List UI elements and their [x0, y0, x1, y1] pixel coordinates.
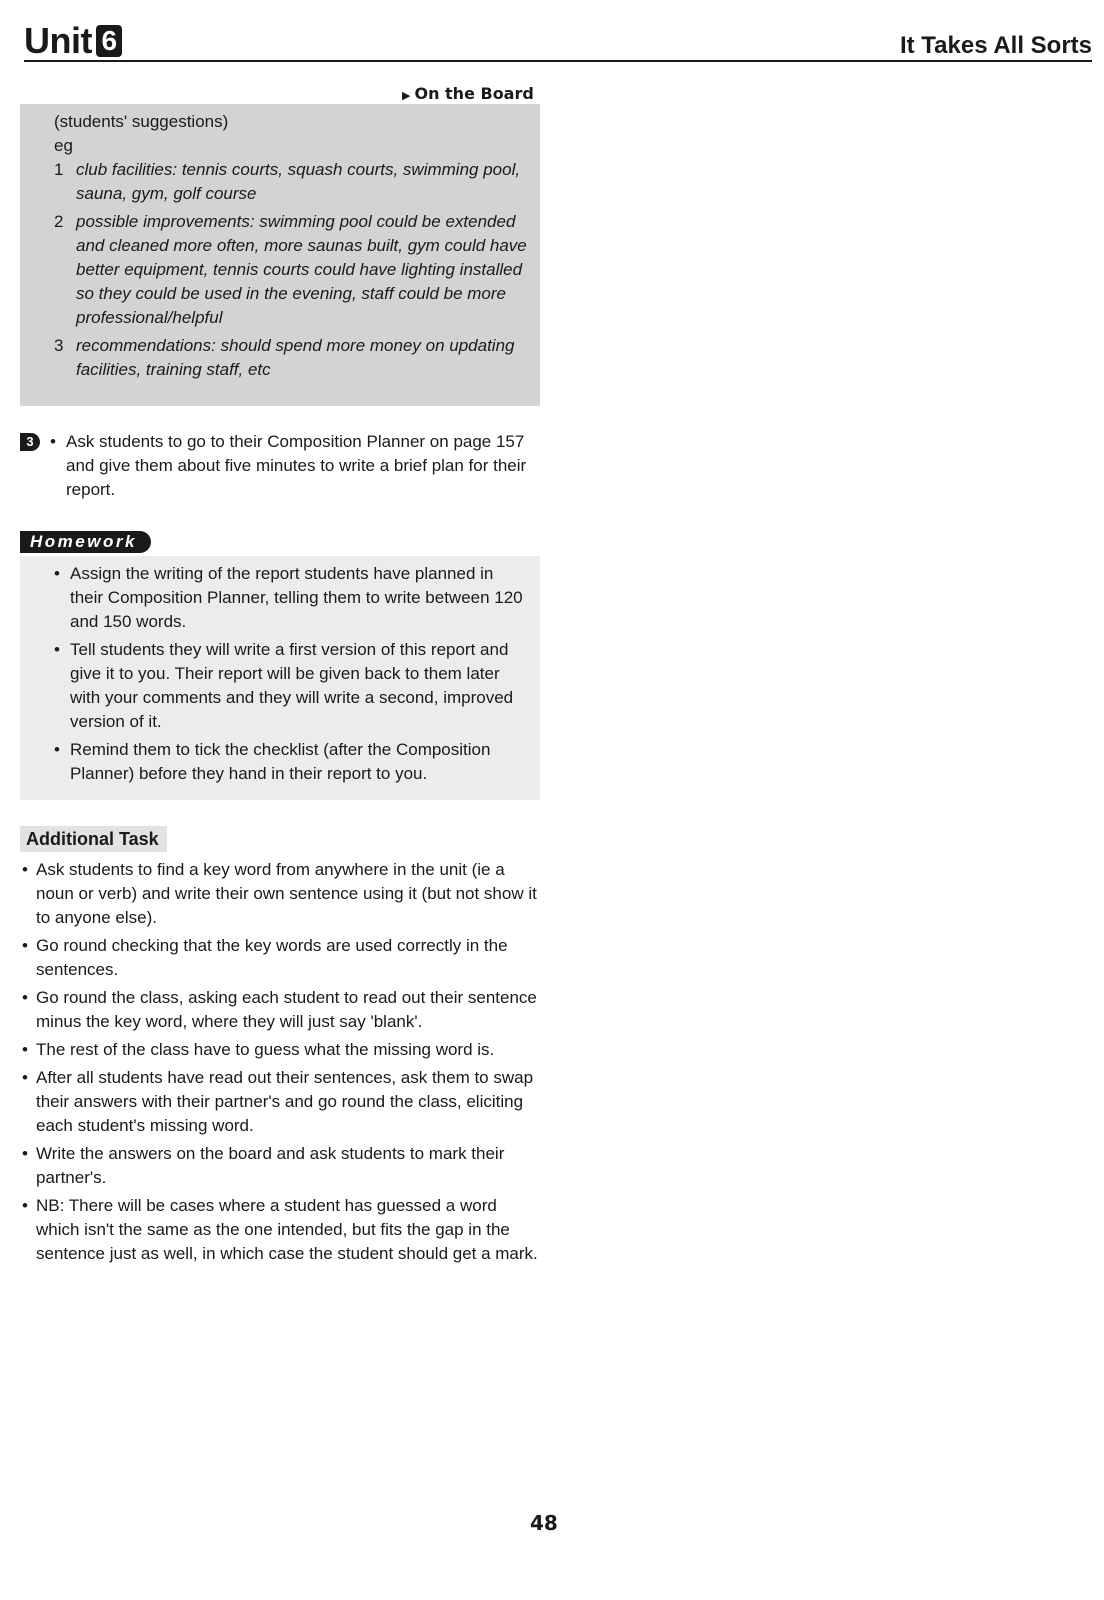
task-item: • Write the answers on the board and ask students to mark their partner's. — [20, 1142, 540, 1190]
on-the-board-box — [20, 104, 540, 406]
board-item — [54, 158, 528, 206]
homework-list — [70, 562, 526, 786]
on-the-board-label — [402, 84, 534, 103]
board-item-text: club facilities: tennis courts, squash courts, swimming pool, sauna, gym, golf course — [76, 160, 521, 203]
board-item — [54, 334, 528, 382]
homework-box — [20, 556, 540, 800]
step-text: • Ask students to go to their Composition Planner on page 157 and give them about five minutes to write a brief plan for their report. — [66, 430, 540, 502]
board-item-number: 1 — [54, 160, 64, 179]
task-item: • Go round checking that the key words are used correctly in the sentences. — [20, 934, 540, 982]
task-item: • The rest of the class have to guess what the missing word is. — [20, 1038, 540, 1062]
step-3 — [20, 430, 540, 502]
board-item — [54, 210, 528, 330]
homework-label: Homework — [20, 531, 151, 553]
unit-title: It Takes All Sorts — [899, 32, 1092, 59]
board-item-number: 3 — [54, 336, 64, 355]
step-number-badge: 3 — [20, 433, 40, 451]
page-number: 48 — [530, 1511, 558, 1535]
task-item: • Ask students to find a key word from anywhere in the unit (ie a noun or verb) and write their own sentence using it (but not show it to anyone else). — [20, 858, 540, 930]
unit-heading — [24, 20, 122, 62]
unit-label: Unit — [24, 20, 92, 61]
page-header — [24, 18, 1092, 62]
additional-task-heading: Additional Task — [20, 826, 167, 852]
unit-number-badge: 6 — [96, 25, 122, 57]
homework-item: • Tell students they will write a first version of this report and give it to you. Their report will be given back to them later with your comments and they will write a second, improved version of it. — [70, 638, 526, 734]
board-item-text: possible improvements: swimming pool could be extended and cleaned more often, more saunas built, gym could have better equipment, tennis courts could have lighting installed so they could be used in the evening, staff could be more professional/helpful — [76, 212, 527, 327]
task-item: • Go round the class, asking each student to read out their sentence minus the key word, where they will just say 'blank'. — [20, 986, 540, 1034]
homework-item: • Assign the writing of the report students have planned in their Composition Planner, telling them to write between 120 and 150 words. — [70, 562, 526, 634]
board-intro: (students' suggestions) — [54, 112, 229, 131]
additional-task-list — [20, 858, 540, 1266]
task-item: • After all students have read out their sentences, ask them to swap their answers with their partner's and go round the class, eliciting each student's missing word. — [20, 1066, 540, 1138]
board-eg: eg — [54, 136, 73, 155]
additional-task-section — [20, 858, 540, 1270]
board-item-text: recommendations: should spend more money on updating facilities, training staff, etc — [76, 336, 515, 379]
board-item-number: 2 — [54, 212, 64, 231]
board-list — [54, 158, 528, 382]
on-the-board-text: On the Board — [414, 84, 534, 103]
homework-item: • Remind them to tick the checklist (after the Composition Planner) before they hand in their report to you. — [70, 738, 526, 786]
play-arrow-icon: ▶ — [402, 89, 411, 102]
task-item: • NB: There will be cases where a student has guessed a word which isn't the same as the one intended, but fits the gap in the sentence just as well, in which case the student should get a mark. — [20, 1194, 540, 1266]
